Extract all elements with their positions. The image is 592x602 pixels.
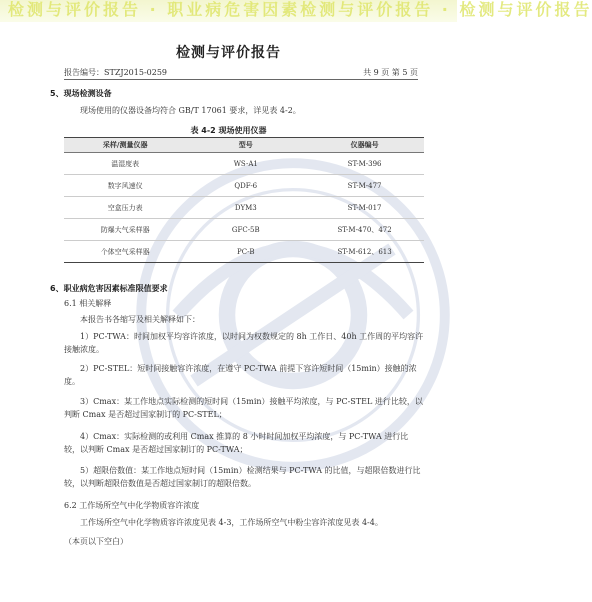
definition-item-1: 1）PC-TWA：时间加权平均容许浓度，以时间为权数规定的 8h 工作日、40h 工作周的平均容许接触浓度。 [64,332,424,354]
table-cell: QDF-6 [186,175,305,197]
table-row [64,175,424,197]
section-6-heading: 6、职业病危害因素标准限值要求 [50,284,168,293]
blank-note: （本页以下空白） [64,537,128,546]
section-6-1-intro: 本报告书各缩写及相关解释如下： [80,315,200,324]
table-cell: 温湿度表 [64,153,186,175]
section-5-heading: 5、现场检测设备 [50,89,112,98]
table-row [64,153,424,175]
banner-text: 检测与评价报告 · 职业病危害因素检测与评价报告 · 检测与评价报告 [8,0,592,19]
table-cell: ST-M-612、613 [305,241,424,263]
table-cell: DYM3 [186,197,305,219]
table-row [64,219,424,241]
table-cell: PC-B [186,241,305,263]
report-title: 检测与评价报告 [176,45,281,61]
column-header: 型号 [186,138,305,153]
table-cell: ST-M-470、472 [305,219,424,241]
top-banner [0,0,592,22]
report-header [64,66,418,80]
column-header: 采样/测量仪器 [64,138,186,153]
table-header-row [64,138,424,153]
table-cell: 数字风速仪 [64,175,186,197]
table-cell: 空盒压力表 [64,197,186,219]
table-cell: ST-M-477 [305,175,424,197]
section-6-1-heading: 6.1 相关解释 [64,299,112,308]
table-cell: WS-A1 [186,153,305,175]
table-row [64,197,424,219]
definition-item-4: 4）Cmax：实际检测的或利用 Cmax 推算的 8 小时时间加权平均浓度，与 PC-TWA 进行比较，以判断 Cmax 是否超过国家制订的 PC-TWA； [64,432,409,454]
column-header: 仪器编号 [305,138,424,153]
table-caption: 表 4-2 现场使用仪器 [190,126,267,135]
definition-item-5: 5）超限倍数值：某工作地点短时间（15min）检测结果与 PC-TWA 的比值，与超限倍数进行比较，以判断超限倍数值是否超过国家制订的超限倍数。 [64,466,421,488]
table-cell: 个体空气采样器 [64,241,186,263]
table-cell: ST-M-396 [305,153,424,175]
equipment-table [64,137,424,263]
section-6-2-heading: 6.2 工作场所空气中化学物质容许浓度 [64,501,200,510]
definition-item-3: 3）Cmax：某工作地点实际检测的短时间（15min）接触平均浓度，与 PC-STEL 进行比较，以判断 Cmax 是否超过国家制订的 PC-STEL； [64,397,423,419]
section-5-intro: 现场使用的仪器设备均符合 GB/T 17061 要求，详见表 4-2。 [80,106,301,115]
table-cell: GFC-5B [186,219,305,241]
table-cell: 防爆大气采样器 [64,219,186,241]
section-6-2-text: 工作场所空气中化学物质容许浓度见表 4-3，工作场所空气中粉尘容许浓度见表 4-4。 [80,518,383,527]
definition-item-2: 2）PC-STEL：短时间接触容许浓度，在遵守 PC-TWA 前提下容许短时间（15min）接触的浓度。 [64,364,417,386]
table-row [64,241,424,263]
report-number: 报告编号：STZJ2015-0259 [64,68,168,77]
page-indicator: 共 9 页 第 5 页 [363,68,418,77]
table-cell: ST-M-017 [305,197,424,219]
